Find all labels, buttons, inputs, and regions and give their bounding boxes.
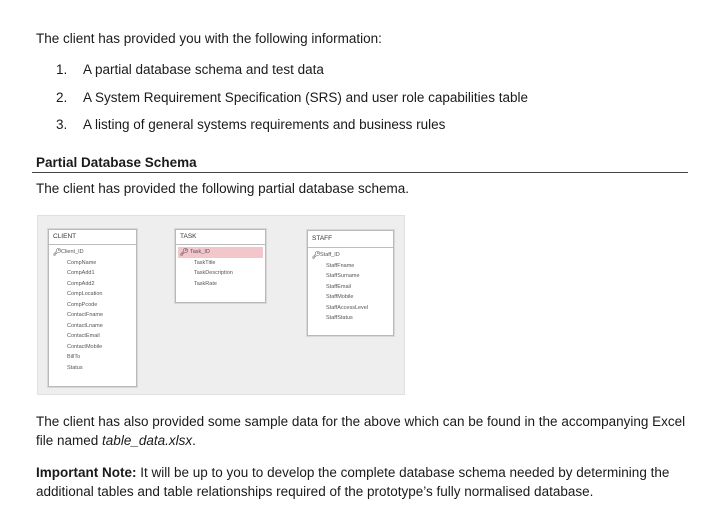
staff-field: StaffFname xyxy=(326,262,355,269)
task-table-name: TASK xyxy=(176,230,265,245)
list-item: 3. A listing of general systems requirements and business rules xyxy=(56,117,446,132)
sample-data-note: The client has also provided some sample data for the above which can be found in the accompanying Excel file named table_data.xlsx. xyxy=(36,414,686,448)
staff-field: StaffAccessLevel xyxy=(326,304,369,311)
important-note-label: Important Note: xyxy=(36,465,137,480)
client-field: ContactLname xyxy=(67,322,103,329)
staff-field-pk: 🔑︎ Staff_ID xyxy=(308,250,393,261)
schema-intro-text: The client has provided the following partial database schema. xyxy=(36,181,409,196)
client-field: CompLocation xyxy=(67,291,103,297)
client-field: CompPcode xyxy=(67,301,98,308)
staff-table xyxy=(307,230,394,336)
section-divider xyxy=(32,172,688,173)
key-icon: 🔑︎ xyxy=(180,249,189,256)
client-fields xyxy=(49,245,136,373)
key-icon: 🔑︎ xyxy=(312,252,321,259)
task-table xyxy=(175,229,266,303)
list-item: 2. A System Requirement Specification (SRS) and user role capabilities table xyxy=(56,89,528,105)
task-field-pk: 🔑︎ Task_ID xyxy=(178,247,263,258)
task-field: TaskTitle xyxy=(194,259,216,266)
staff-fields xyxy=(308,248,393,324)
filename: table_data.xlsx xyxy=(102,433,193,448)
client-field: CompName xyxy=(67,259,97,266)
key-icon: 🔑︎ xyxy=(53,249,62,256)
staff-field: StaffStatus xyxy=(326,315,353,321)
client-field: Status xyxy=(67,364,83,371)
staff-field: StaffSurname xyxy=(326,273,360,279)
client-field: CompAdd2 xyxy=(67,280,95,287)
staff-table-name: STAFF xyxy=(308,231,393,248)
client-field-pk: 🔑︎ Client_ID xyxy=(49,247,136,258)
intro-text: The client has provided you with the following information: xyxy=(36,31,382,46)
info-list xyxy=(56,62,528,145)
task-field: TaskDescription xyxy=(194,270,233,276)
schema-diagram xyxy=(37,215,405,395)
client-table-name: CLIENT xyxy=(49,230,136,245)
client-field: ContactMobile xyxy=(67,343,103,350)
client-field: ContactEmail xyxy=(67,333,100,339)
list-item: 1. A partial database schema and test data xyxy=(56,62,324,77)
staff-field: StaffMobile xyxy=(326,294,354,300)
client-field: ContactFname xyxy=(67,312,104,318)
client-field: CompAdd1 xyxy=(67,270,95,276)
section-title: Partial Database Schema xyxy=(36,155,197,170)
task-fields xyxy=(176,245,265,289)
task-field: TaskRate xyxy=(194,280,217,287)
staff-field: StaffEmail xyxy=(326,283,351,290)
important-note: Important Note: It will be up to you to develop the complete database schema needed by determining the additional tables and table relationships required of the prototype’s fully normalised database. xyxy=(36,465,670,499)
client-table xyxy=(48,229,137,387)
client-field: BillTo xyxy=(67,354,81,360)
